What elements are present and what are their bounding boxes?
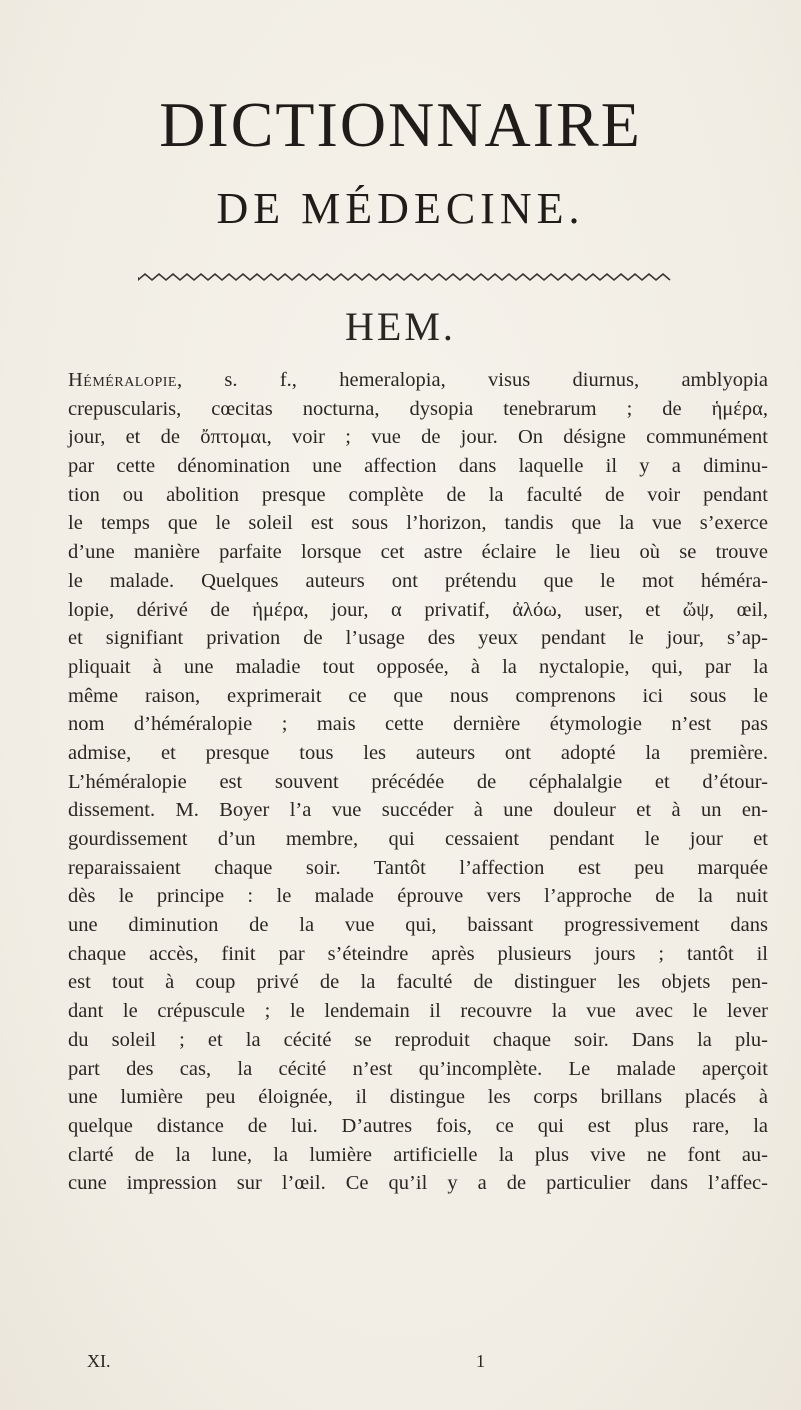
entry-line: le malade. Quelques auteurs ont prétendu que le mot héméra- bbox=[68, 569, 768, 592]
entry-line: cune impression sur l’œil. Ce qu’il y a de particulier dans l’affec- bbox=[68, 1172, 768, 1195]
section-heading: HEM. bbox=[345, 304, 456, 349]
entry-line: part des cas, la cécité n’est qu’incomplète. Le malade aperçoit bbox=[68, 1057, 768, 1080]
rule-zigzag bbox=[138, 274, 670, 280]
entry-line: une diminution de la vue qui, baissant progressivement dans bbox=[68, 914, 768, 937]
entry-line: dant le crépuscule ; le lendemain il recouvre la vue avec le lever bbox=[68, 1000, 768, 1023]
entry-line: nom d’héméralopie ; mais cette dernière étymologie n’est pas bbox=[68, 713, 768, 736]
volume-number: XI. bbox=[87, 1351, 111, 1371]
entry-line: dès le principe : le malade éprouve vers l’approche de la nuit bbox=[68, 885, 768, 908]
dictionary-subtitle: DE MÉDECINE. bbox=[216, 184, 585, 233]
entry-line: admise, et presque tous les auteurs ont adopté la première. bbox=[68, 741, 768, 764]
entry-line: pliquait à une maladie tout opposée, à la nyctalopie, qui, par la bbox=[68, 655, 768, 678]
entry-line-text: , s. f., hemeralopia, visus diurnus, amblyopia bbox=[176, 369, 768, 391]
ornamental-rule bbox=[138, 272, 671, 282]
entry-line: reparaissaient chaque soir. Tantôt l’affection est peu marquée bbox=[68, 856, 768, 879]
entry-line: L’héméralopie est souvent précédée de céphalalgie et d’étour- bbox=[68, 770, 768, 793]
entry-line: par cette dénomination une affection dans laquelle il y a diminu- bbox=[68, 455, 768, 478]
entry-line: clarté de la lune, la lumière artificielle la plus vive ne font au- bbox=[68, 1143, 768, 1166]
signature-mark: 1 bbox=[476, 1351, 485, 1371]
entry-line: tion ou abolition presque complète de la faculté de voir pendant bbox=[68, 483, 768, 506]
entry-line: et signifiant privation de l’usage des yeux pendant le jour, s’ap- bbox=[68, 627, 768, 650]
entry-line: est tout à coup privé de la faculté de distinguer les objets pen- bbox=[68, 971, 768, 994]
entry-line: quelque distance de lui. D’autres fois, ce qui est plus rare, la bbox=[68, 1114, 768, 1137]
entry-line: d’une manière parfaite lorsque cet astre éclaire le lieu où se trouve bbox=[68, 541, 768, 564]
entry-line: crepuscularis, cœcitas nocturna, dysopia tenebrarum ; de ἡμέρα, bbox=[68, 397, 768, 420]
entry-line: gourdissement d’un membre, qui cessaient pendant le jour et bbox=[68, 828, 768, 850]
entry-line: chaque accès, finit par s’éteindre après plusieurs jours ; tantôt il bbox=[68, 942, 768, 965]
entry-line: du soleil ; et la cécité se reproduit chaque soir. Dans la plu- bbox=[68, 1028, 768, 1051]
entry-line: dissement. M. Boyer l’a vue succéder à une douleur et à un en- bbox=[68, 799, 768, 822]
entry-line: lopie, dérivé de ἡμέρα, jour, α privatif, ἀλόω, user, et ὤψ, œil, bbox=[68, 598, 768, 621]
entry-line: jour, et de ὄπτομαι, voir ; vue de jour. On désigne communément bbox=[68, 426, 768, 449]
entry-line bbox=[68, 366, 768, 395]
entry-body bbox=[68, 366, 768, 1198]
entry-line: même raison, exprimerait ce que nous comprenons ici sous le bbox=[68, 684, 768, 707]
entry-line: le temps que le soleil est sous l’horizon, tandis que la vue s’exerce bbox=[68, 512, 768, 535]
entry-line: une lumière peu éloignée, il distingue les corps brillans placés à bbox=[68, 1086, 768, 1109]
dictionary-title: DICTIONNAIRE bbox=[159, 89, 642, 160]
entry-headword: Héméralopie bbox=[68, 369, 177, 391]
